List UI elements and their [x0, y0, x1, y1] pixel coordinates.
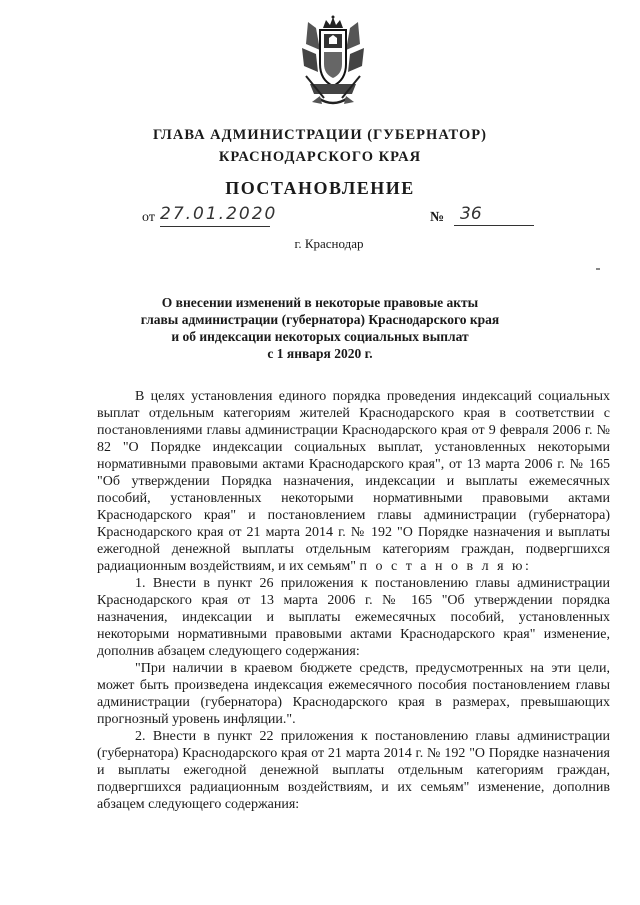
authority-title: [0, 124, 640, 168]
city: г. Краснодар: [294, 236, 364, 251]
document-type: ПОСТАНОВЛЕНИЕ: [225, 178, 415, 198]
item-1-paragraph: 1. Внести в пункт 26 приложения к постановлению главы администрации Краснодарского края от 13 марта 2006 г. № 165 "Об утверждении порядка назначения, индексации и выплаты ежемесячных пособий, установленных некоторыми нормативными правовыми актами Краснодарского края" изменение, дополнив абзацем следующего содержания:: [97, 576, 610, 659]
authority-line-2: КРАСНОДАРСКОГО КРАЯ: [218, 149, 422, 165]
date-prefix: от: [142, 210, 155, 225]
document-body: [97, 388, 610, 813]
authority-line-1: ГЛАВА АДМИНИСТРАЦИИ (ГУБЕРНАТОР): [153, 127, 487, 143]
preamble-text: В целях установления единого порядка проведения индексаций социальных выплат отдельным категориям жителей Краснодарского края в соответствии с постановлениями главы администрации Краснодарского края от 9 февраля 2006 г. № 82 "О Порядке индексации социальных выплат, установленных некоторыми нормативными правовыми актами Краснодарского края", от 13 марта 2006 г. № 165 "Об утверждении Порядка назначения, индексации и выплаты ежемесячных пособий, установленных некоторыми нормативными правовыми актами Краснодарского края" и постановлением главы администрации (губернатора) Краснодарского края от 21 марта 2014 г. № 192 "О Порядке назначения и выплаты ежегодной денежной выплаты отдельным категориям граждан, подвергшихся радиационным воздействиям, и их семьям": [97, 389, 610, 574]
subject-line-4: с 1 января 2020 г.: [267, 346, 373, 361]
coat-of-arms-icon: [296, 14, 370, 110]
document-date: 27.01.2020: [160, 204, 270, 227]
document-number: 36: [454, 204, 534, 226]
subject-line-1: О внесении изменений в некоторые правовые акты: [161, 295, 479, 310]
subject-line-3: и об индексации некоторых социальных выплат: [171, 329, 469, 344]
quote-1-paragraph: "При наличии в краевом бюджете средств, предусмотренных на эти цели, может быть произведена индексация ежемесячного пособия постановлением главы администрации (губернатора) Краснодарского края в размерах, превышающих прогнозный уровень инфляции.".: [97, 661, 610, 727]
preamble-paragraph: [97, 388, 610, 575]
scan-mark: [596, 268, 600, 270]
document-subject: [0, 294, 640, 362]
number-prefix: №: [430, 210, 445, 225]
resolve-word: п о с т а н о в л я ю:: [359, 559, 532, 574]
item-2-paragraph: 2. Внести в пункт 22 приложения к постановлению главы администрации (губернатора) Краснодарского края от 21 марта 2014 г. № 192 "О Порядке назначения и выплаты ежегодной денежной выплаты отдельным категориям граждан, подвергшихся радиационным воздействиям, и их семьям" изменение, дополнив абзацем следующего содержания:: [97, 729, 610, 812]
subject-line-2: главы администрации (губернатора) Краснодарского края: [140, 312, 500, 327]
